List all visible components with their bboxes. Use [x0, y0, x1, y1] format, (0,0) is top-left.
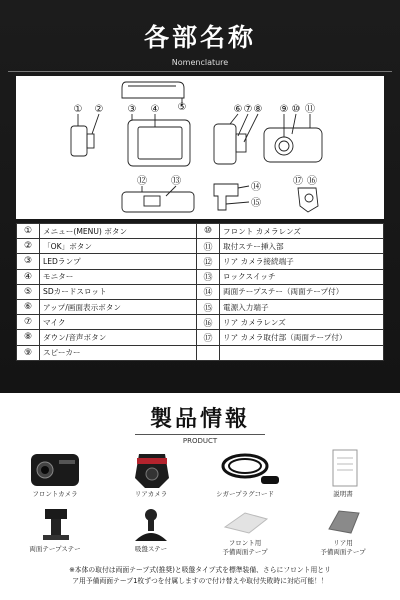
part-name: リア カメラ取付部（両面テープ付）	[220, 330, 384, 345]
part-name: アップ/画面表示ボタン	[40, 299, 197, 314]
table-row	[17, 299, 384, 314]
part-name: ダウン/音声ボタン	[40, 330, 197, 345]
callout-17: ⑰	[293, 176, 303, 187]
product-suction-mount	[104, 505, 198, 554]
part-number: ⑮	[197, 299, 220, 314]
callout-15: ⑮	[251, 198, 261, 209]
product-label: リア用	[333, 539, 353, 547]
part-name: フロント カメラレンズ	[220, 224, 384, 239]
front-tape-image	[217, 505, 273, 539]
product-manual	[296, 448, 390, 499]
part-number: ⑭	[197, 284, 220, 299]
part-name: 取付ステー挿入部	[220, 239, 384, 254]
product-label-line2: 予備両面テープ	[222, 548, 268, 556]
cord-image	[205, 448, 285, 490]
parts-table	[16, 223, 384, 361]
part-name: リア カメラレンズ	[220, 315, 384, 330]
rear-camera-image	[123, 448, 179, 490]
section-title-product: 製品情報	[149, 407, 250, 432]
product-note	[6, 565, 394, 587]
part-name: 「OK」ボタン	[40, 239, 197, 254]
product-label: フロントカメラ	[32, 490, 78, 498]
callout-11: ⑪	[305, 104, 315, 115]
part-number	[197, 345, 220, 360]
front-camera-image	[27, 448, 83, 490]
part-name: ロックスイッチ	[220, 269, 384, 284]
table-row	[17, 269, 384, 284]
part-number: ④	[17, 269, 40, 284]
part-number: ⑯	[197, 315, 220, 330]
divider	[135, 434, 265, 435]
part-name: 電源入力端子	[220, 299, 384, 314]
part-name: 両面テープステー（両面テープ付）	[220, 284, 384, 299]
part-number: ⑬	[197, 269, 220, 284]
table-row	[17, 224, 384, 239]
part-number: ⑥	[17, 299, 40, 314]
callout-9: ⑨	[279, 104, 289, 115]
divider	[8, 71, 392, 72]
callout-4: ④	[150, 104, 160, 115]
callout-7: ⑦	[243, 104, 253, 115]
section-title-nomenclature: 各部名称	[143, 23, 256, 52]
table-row	[17, 284, 384, 299]
callout-3: ③	[127, 104, 137, 115]
table-row	[17, 315, 384, 330]
part-name: SDカードスロット	[40, 284, 197, 299]
part-number: ②	[17, 239, 40, 254]
product-label: フロント用	[228, 539, 262, 547]
callout-16: ⑯	[307, 176, 317, 187]
section-subtitle-product: PRODUCT	[182, 437, 218, 445]
section-subtitle-nomenclature: Nomenclature	[171, 58, 229, 67]
product-front-camera	[8, 448, 102, 499]
note-line-1: ※本体の取付は両面テープ式(推奨)と吸盤タイプ式を標準装備、さらにフロント用とリ	[69, 566, 331, 574]
part-name: スピーカー	[40, 345, 197, 360]
part-name: LEDランプ	[40, 254, 197, 269]
part-number: ⑧	[17, 330, 40, 345]
product-label: 両面テープステー	[29, 545, 81, 553]
product-front-spare-tape	[198, 505, 292, 557]
part-name: モニター	[40, 269, 197, 284]
table-row	[17, 330, 384, 345]
callout-14: ⑭	[251, 182, 261, 193]
product-label: 吸盤ステー	[134, 545, 168, 553]
part-number: ⑫	[197, 254, 220, 269]
part-number: ⑰	[197, 330, 220, 345]
part-number: ③	[17, 254, 40, 269]
table-row	[17, 345, 384, 360]
part-name: メニュー(MENU) ボタン	[40, 224, 197, 239]
callout-8: ⑧	[253, 104, 263, 115]
callout-5: ⑤	[177, 102, 187, 113]
part-name: マイク	[40, 315, 197, 330]
tape-mount-image	[27, 505, 83, 545]
part-number: ⑪	[197, 239, 220, 254]
part-number: ⑨	[17, 345, 40, 360]
table-row	[17, 239, 384, 254]
manual-image	[315, 448, 371, 490]
suction-mount-image	[123, 505, 179, 545]
parts-diagram	[16, 76, 384, 219]
part-number: ⑩	[197, 224, 220, 239]
part-name	[220, 345, 384, 360]
product-label-line2: 予備両面テープ	[320, 548, 366, 556]
product-rear-spare-tape	[296, 505, 390, 557]
callout-12: ⑫	[137, 176, 147, 187]
product-label: 説明書	[333, 490, 353, 498]
part-number: ⑦	[17, 315, 40, 330]
callout-10: ⑩	[291, 104, 301, 115]
callout-13: ⑬	[171, 176, 181, 187]
product-tape-mount	[8, 505, 102, 554]
note-line-2: ア用予備両面テープ1枚ずつを付属しますので付け替えや取付失敗時に対応可能！！	[72, 577, 328, 585]
product-cigar-plug-cord	[198, 448, 292, 499]
part-name: リア カメラ接続端子	[220, 254, 384, 269]
callout-1: ①	[73, 104, 83, 115]
callout-2: ②	[94, 104, 104, 115]
callout-6: ⑥	[233, 104, 243, 115]
product-label: シガープラグコード	[215, 490, 275, 498]
rear-tape-image	[315, 505, 371, 539]
product-rear-camera	[104, 448, 198, 499]
table-row	[17, 254, 384, 269]
part-number: ①	[17, 224, 40, 239]
product-label: リアカメラ	[134, 490, 168, 498]
part-number: ⑤	[17, 284, 40, 299]
